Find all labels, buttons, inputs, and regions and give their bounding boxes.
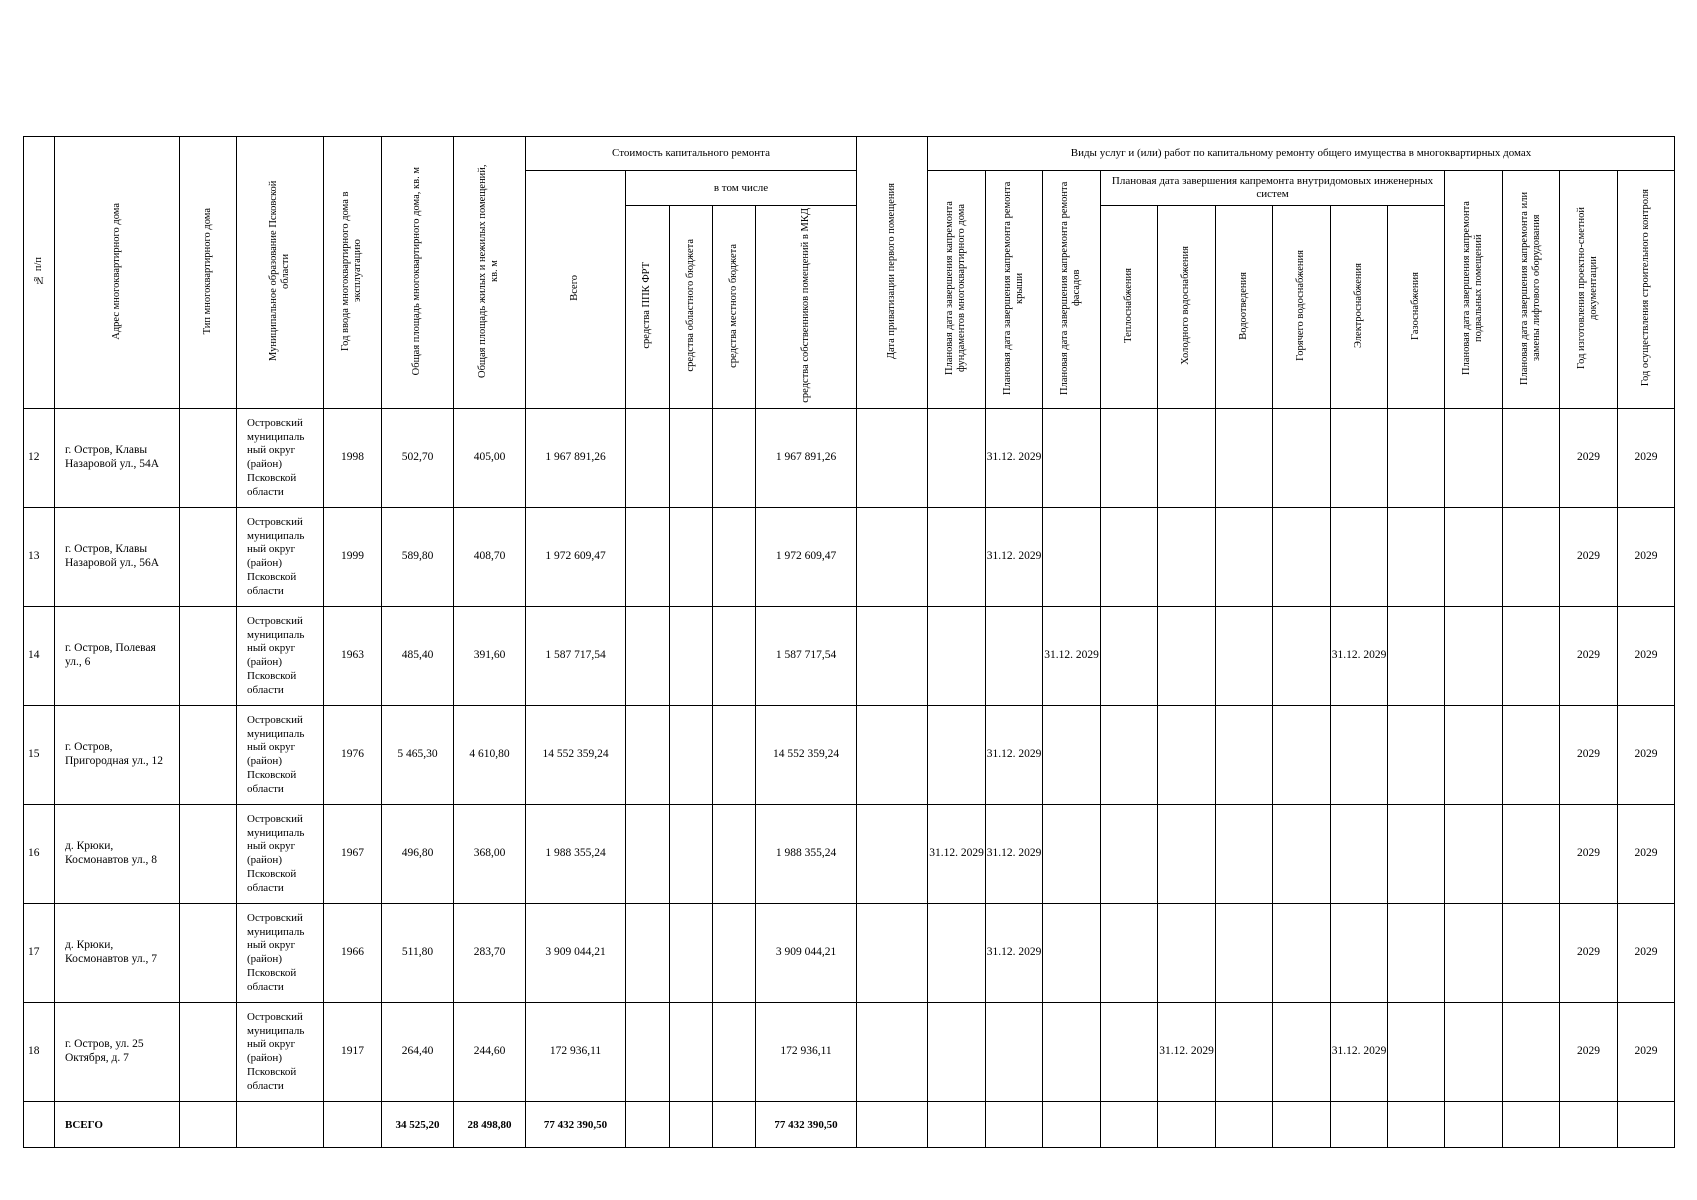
cell-regional — [670, 706, 713, 805]
cell-address: д. Крюки, Космонавтов ул., 7 — [55, 904, 180, 1003]
cell-owners: 1 967 891,26 — [756, 409, 857, 508]
table-row — [24, 706, 1675, 805]
cell-gas — [1388, 805, 1445, 904]
total-cell-roof — [986, 1102, 1043, 1148]
total-cell-gas — [1388, 1102, 1445, 1148]
cell-facade — [1043, 706, 1101, 805]
planned-date: 31.12. 2029 — [986, 748, 1042, 761]
cell-cold-water — [1158, 904, 1216, 1003]
cell-fund — [626, 706, 670, 805]
cell-regional — [670, 508, 713, 607]
cell-vsego: 1 967 891,26 — [526, 409, 626, 508]
cell-design-year: 2029 — [1560, 508, 1618, 607]
capital-repair-table-container — [23, 136, 1674, 1148]
cell-hot-water — [1273, 607, 1331, 706]
cell-power — [1331, 607, 1388, 706]
planned-date: 31.12. 2029 — [986, 451, 1042, 464]
cell-living-area: 4 610,80 — [454, 706, 526, 805]
planned-date: 31.12. 2029 — [1331, 1045, 1387, 1058]
cell-owners: 172 936,11 — [756, 1003, 857, 1102]
header-roof: Плановая дата завершения капремонта ремонта крыши — [986, 171, 1043, 409]
total-cell-foundation — [928, 1102, 986, 1148]
header-hot-water: Горячего водоснабжения — [1273, 206, 1331, 409]
cell-municipality: Островский муниципаль ный округ (район) Псковской области — [237, 904, 324, 1003]
table-row — [24, 409, 1675, 508]
cell-n: 17 — [24, 904, 55, 1003]
cell-foundation — [928, 904, 986, 1003]
table-body — [24, 409, 1675, 1102]
cell-n: 13 — [24, 508, 55, 607]
cell-roof — [986, 805, 1043, 904]
cell-elevator — [1503, 1003, 1560, 1102]
cell-vsego: 3 909 044,21 — [526, 904, 626, 1003]
header-design-year: Год изготовления проектно-сметной документации — [1560, 171, 1618, 409]
header-elevator: Плановая дата завершения капремонта или замены лифтового оборудования — [1503, 171, 1560, 409]
cell-drainage — [1216, 607, 1273, 706]
total-cell-number — [24, 1102, 55, 1148]
cell-regional — [670, 805, 713, 904]
cell-n: 16 — [24, 805, 55, 904]
cell-design-year: 2029 — [1560, 904, 1618, 1003]
cell-power — [1331, 409, 1388, 508]
cell-basement — [1445, 409, 1503, 508]
table-row — [24, 1003, 1675, 1102]
cell-type — [180, 805, 237, 904]
cell-roof — [986, 409, 1043, 508]
header-type: Тип многоквартирного дома — [180, 137, 237, 409]
total-cell-heat — [1101, 1102, 1158, 1148]
cell-total-area: 502,70 — [382, 409, 454, 508]
cell-type — [180, 409, 237, 508]
cell-basement — [1445, 805, 1503, 904]
cell-owners: 14 552 359,24 — [756, 706, 857, 805]
cell-type — [180, 1003, 237, 1102]
cell-year: 1967 — [324, 805, 382, 904]
cell-vsego: 1 972 609,47 — [526, 508, 626, 607]
cell-n: 15 — [24, 706, 55, 805]
cell-living-area: 405,00 — [454, 409, 526, 508]
cell-local — [713, 607, 756, 706]
cell-municipality: Островский муниципаль ный округ (район) Псковской области — [237, 607, 324, 706]
cell-living-area: 368,00 — [454, 805, 526, 904]
header-privatization: Дата приватизации первого помещения — [857, 137, 928, 409]
cell-living-area: 283,70 — [454, 904, 526, 1003]
cell-year: 1976 — [324, 706, 382, 805]
table-row — [24, 607, 1675, 706]
total-total-area: 34 525,20 — [382, 1102, 454, 1148]
header-year: Год ввода многоквартирного дома в эксплуатацию — [324, 137, 382, 409]
cell-drainage — [1216, 904, 1273, 1003]
cell-fund — [626, 904, 670, 1003]
cell-privatization — [857, 706, 928, 805]
cell-roof — [986, 508, 1043, 607]
cell-basement — [1445, 508, 1503, 607]
cell-gas — [1388, 706, 1445, 805]
cell-elevator — [1503, 409, 1560, 508]
header-number: № п/п — [24, 137, 55, 409]
total-row — [24, 1102, 1675, 1148]
cell-address: г. Остров, ул. 25 Октября, д. 7 — [55, 1003, 180, 1102]
header-regional: средства областного бюджета — [670, 206, 713, 409]
cell-municipality: Островский муниципаль ный округ (район) Псковской области — [237, 706, 324, 805]
cell-total-area: 511,80 — [382, 904, 454, 1003]
cell-year: 1998 — [324, 409, 382, 508]
cell-facade — [1043, 409, 1101, 508]
cell-address: д. Крюки, Космонавтов ул., 8 — [55, 805, 180, 904]
cell-foundation — [928, 706, 986, 805]
cell-privatization — [857, 508, 928, 607]
cell-drainage — [1216, 1003, 1273, 1102]
cell-facade — [1043, 1003, 1101, 1102]
cell-owners: 1 972 609,47 — [756, 508, 857, 607]
cell-heat — [1101, 607, 1158, 706]
cell-owners: 1 587 717,54 — [756, 607, 857, 706]
cell-control-year: 2029 — [1618, 508, 1675, 607]
total-cell-control-year — [1618, 1102, 1675, 1148]
header-drainage: Водоотведения — [1216, 206, 1273, 409]
header-basement: Плановая дата завершения капремонта подвальных помещений — [1445, 171, 1503, 409]
cell-total-area: 264,40 — [382, 1003, 454, 1102]
cell-gas — [1388, 409, 1445, 508]
total-cell-year — [324, 1102, 382, 1148]
cell-year: 1963 — [324, 607, 382, 706]
cell-privatization — [857, 409, 928, 508]
cell-living-area: 408,70 — [454, 508, 526, 607]
cell-roof — [986, 1003, 1043, 1102]
cell-regional — [670, 1003, 713, 1102]
cell-local — [713, 1003, 756, 1102]
cell-hot-water — [1273, 904, 1331, 1003]
header-address: Адрес многоквартирного дома — [55, 137, 180, 409]
planned-date: 31.12. 2029 — [1331, 649, 1387, 662]
cell-gas — [1388, 904, 1445, 1003]
cell-facade — [1043, 904, 1101, 1003]
cell-living-area: 391,60 — [454, 607, 526, 706]
cell-cold-water — [1158, 409, 1216, 508]
cell-foundation — [928, 805, 986, 904]
cell-privatization — [857, 1003, 928, 1102]
cell-roof — [986, 904, 1043, 1003]
cell-hot-water — [1273, 1003, 1331, 1102]
table-row — [24, 904, 1675, 1003]
total-cell-hot-water — [1273, 1102, 1331, 1148]
cell-cold-water — [1158, 805, 1216, 904]
cell-municipality: Островский муниципаль ный округ (район) Псковской области — [237, 508, 324, 607]
cell-power — [1331, 1003, 1388, 1102]
cell-hot-water — [1273, 508, 1331, 607]
cell-foundation — [928, 607, 986, 706]
cell-fund — [626, 409, 670, 508]
header-municipality: Муниципальное образование Псковской области — [237, 137, 324, 409]
cell-hot-water — [1273, 805, 1331, 904]
cell-owners: 3 909 044,21 — [756, 904, 857, 1003]
cell-elevator — [1503, 508, 1560, 607]
table-footer — [24, 1102, 1675, 1148]
cell-control-year: 2029 — [1618, 409, 1675, 508]
cell-control-year: 2029 — [1618, 607, 1675, 706]
cell-address: г. Остров, Клавы Назаровой ул., 54А — [55, 409, 180, 508]
total-cell-drainage — [1216, 1102, 1273, 1148]
cell-elevator — [1503, 904, 1560, 1003]
header-living-area: Общая площадь жилых и нежилых помещений, кв. м — [454, 137, 526, 409]
cell-cold-water — [1158, 1003, 1216, 1102]
cell-municipality: Островский муниципаль ный округ (район) Псковской области — [237, 1003, 324, 1102]
cell-municipality: Островский муниципаль ный округ (район) Псковской области — [237, 409, 324, 508]
cell-total-area: 589,80 — [382, 508, 454, 607]
cell-basement — [1445, 706, 1503, 805]
cell-fund — [626, 805, 670, 904]
table-header — [24, 137, 1675, 409]
cell-address: г. Остров, Клавы Назаровой ул., 56А — [55, 508, 180, 607]
cell-heat — [1101, 508, 1158, 607]
cell-privatization — [857, 904, 928, 1003]
cell-power — [1331, 904, 1388, 1003]
table-row — [24, 805, 1675, 904]
cell-elevator — [1503, 607, 1560, 706]
header-gas: Газоснабжения — [1388, 206, 1445, 409]
cell-vsego: 14 552 359,24 — [526, 706, 626, 805]
planned-date: 31.12. 2029 — [986, 847, 1042, 860]
cell-facade — [1043, 805, 1101, 904]
cell-fund — [626, 1003, 670, 1102]
cell-total-area: 5 465,30 — [382, 706, 454, 805]
header-vsego: Всего — [526, 171, 626, 409]
total-label: ВСЕГО — [55, 1102, 180, 1148]
planned-date: 31.12. 2029 — [1044, 649, 1099, 662]
total-cell-type — [180, 1102, 237, 1148]
cell-heat — [1101, 706, 1158, 805]
cell-n: 18 — [24, 1003, 55, 1102]
cell-heat — [1101, 805, 1158, 904]
cell-cold-water — [1158, 706, 1216, 805]
cell-hot-water — [1273, 706, 1331, 805]
planned-date: 31.12. 2029 — [1159, 1045, 1214, 1058]
header-cold-water: Холодного водоснабжения — [1158, 206, 1216, 409]
cell-design-year: 2029 — [1560, 409, 1618, 508]
cell-regional — [670, 607, 713, 706]
capital-repair-table — [23, 136, 1675, 1148]
cell-year: 1999 — [324, 508, 382, 607]
header-facade: Плановая дата завершения капремонта ремонта фасадов — [1043, 171, 1101, 409]
cell-control-year: 2029 — [1618, 1003, 1675, 1102]
cell-elevator — [1503, 706, 1560, 805]
cell-elevator — [1503, 805, 1560, 904]
header-incl: в том числе — [626, 171, 857, 206]
header-power: Электроснабжения — [1331, 206, 1388, 409]
cell-address: г. Остров, Пригородная ул., 12 — [55, 706, 180, 805]
cell-year: 1966 — [324, 904, 382, 1003]
total-cell-power — [1331, 1102, 1388, 1148]
total-vsego: 77 432 390,50 — [526, 1102, 626, 1148]
header-owners: средства собственников помещений в МКД — [756, 206, 857, 409]
total-cell-privatization — [857, 1102, 928, 1148]
cell-design-year: 2029 — [1560, 607, 1618, 706]
cell-n: 14 — [24, 607, 55, 706]
cell-design-year: 2029 — [1560, 706, 1618, 805]
cell-living-area: 244,60 — [454, 1003, 526, 1102]
cell-vsego: 1 988 355,24 — [526, 805, 626, 904]
planned-date: 31.12. 2029 — [986, 550, 1042, 563]
header-foundation: Плановая дата завершения капремонта фундаментов многоквартирного дома — [928, 171, 986, 409]
cell-address: г. Остров, Полевая ул., 6 — [55, 607, 180, 706]
cell-drainage — [1216, 805, 1273, 904]
cell-control-year: 2029 — [1618, 904, 1675, 1003]
header-fund: средства ППК ФРТ — [626, 206, 670, 409]
cell-facade — [1043, 607, 1101, 706]
cell-vsego: 172 936,11 — [526, 1003, 626, 1102]
cell-total-area: 485,40 — [382, 607, 454, 706]
cell-design-year: 2029 — [1560, 1003, 1618, 1102]
cell-local — [713, 706, 756, 805]
cell-heat — [1101, 904, 1158, 1003]
cell-control-year: 2029 — [1618, 706, 1675, 805]
cell-total-area: 496,80 — [382, 805, 454, 904]
cell-basement — [1445, 607, 1503, 706]
cell-power — [1331, 706, 1388, 805]
cell-drainage — [1216, 409, 1273, 508]
cell-n: 12 — [24, 409, 55, 508]
cell-privatization — [857, 607, 928, 706]
cell-power — [1331, 805, 1388, 904]
cell-drainage — [1216, 508, 1273, 607]
header-local: средства местного бюджета — [713, 206, 756, 409]
cell-type — [180, 904, 237, 1003]
header-control-year: Год осуществления строительного контроля — [1618, 171, 1675, 409]
cell-municipality: Островский муниципаль ный округ (район) Псковской области — [237, 805, 324, 904]
cell-foundation — [928, 1003, 986, 1102]
header-heat: Теплоснабжения — [1101, 206, 1158, 409]
cell-owners: 1 988 355,24 — [756, 805, 857, 904]
cell-type — [180, 607, 237, 706]
total-living-area: 28 498,80 — [454, 1102, 526, 1148]
header-total-area: Общая площадь многоквартирного дома, кв. м — [382, 137, 454, 409]
cell-drainage — [1216, 706, 1273, 805]
total-cell-municipality — [237, 1102, 324, 1148]
cell-local — [713, 904, 756, 1003]
total-cell-design-year — [1560, 1102, 1618, 1148]
cell-local — [713, 508, 756, 607]
cell-gas — [1388, 607, 1445, 706]
header-works-group: Виды услуг и (или) работ по капитальному ремонту общего имущества в многоквартирных домах — [928, 137, 1675, 171]
cell-control-year: 2029 — [1618, 805, 1675, 904]
total-cell-basement — [1445, 1102, 1503, 1148]
cell-basement — [1445, 904, 1503, 1003]
cell-type — [180, 706, 237, 805]
header-utilities-group: Плановая дата завершения капремонта внутридомовых инженерных систем — [1101, 171, 1445, 206]
cell-design-year: 2029 — [1560, 805, 1618, 904]
cell-foundation — [928, 409, 986, 508]
cell-basement — [1445, 1003, 1503, 1102]
cell-local — [713, 409, 756, 508]
total-cell-local — [713, 1102, 756, 1148]
total-cell-facade — [1043, 1102, 1101, 1148]
cell-cold-water — [1158, 508, 1216, 607]
cell-heat — [1101, 1003, 1158, 1102]
cell-gas — [1388, 1003, 1445, 1102]
cell-gas — [1388, 508, 1445, 607]
header-cost-group: Стоимость капитального ремонта — [526, 137, 857, 171]
total-cell-fund — [626, 1102, 670, 1148]
cell-cold-water — [1158, 607, 1216, 706]
cell-hot-water — [1273, 409, 1331, 508]
total-owners: 77 432 390,50 — [756, 1102, 857, 1148]
cell-type — [180, 508, 237, 607]
cell-roof — [986, 607, 1043, 706]
cell-fund — [626, 607, 670, 706]
total-cell-cold-water — [1158, 1102, 1216, 1148]
cell-heat — [1101, 409, 1158, 508]
cell-privatization — [857, 805, 928, 904]
cell-regional — [670, 409, 713, 508]
cell-fund — [626, 508, 670, 607]
cell-local — [713, 805, 756, 904]
total-cell-elevator — [1503, 1102, 1560, 1148]
cell-roof — [986, 706, 1043, 805]
total-cell-regional — [670, 1102, 713, 1148]
cell-foundation — [928, 508, 986, 607]
cell-vsego: 1 587 717,54 — [526, 607, 626, 706]
planned-date: 31.12. 2029 — [986, 946, 1042, 959]
planned-date: 31.12. 2029 — [929, 847, 984, 860]
cell-year: 1917 — [324, 1003, 382, 1102]
cell-regional — [670, 904, 713, 1003]
cell-power — [1331, 508, 1388, 607]
table-row — [24, 508, 1675, 607]
cell-facade — [1043, 508, 1101, 607]
